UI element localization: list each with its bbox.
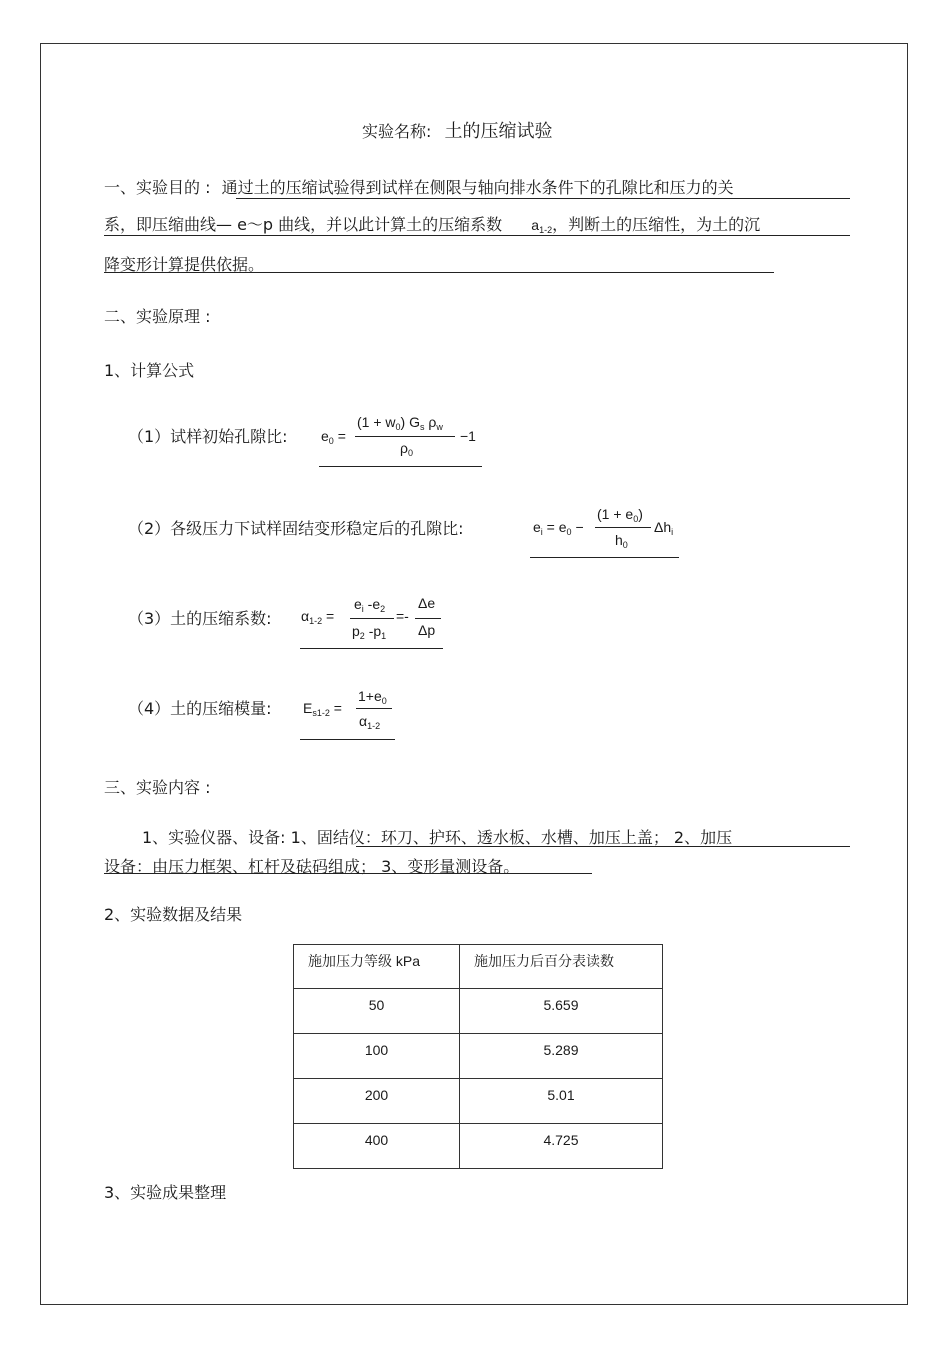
purpose-text-2b: ，判断土的压缩性，为土的沉 (552, 215, 761, 234)
formula-3-label: （3）土的压缩系数: (128, 609, 272, 628)
underline (236, 198, 850, 199)
table-row (294, 1034, 663, 1079)
table-header-row (294, 945, 663, 989)
coef-symbol: $a_{1-2}$ (531, 217, 553, 235)
formula-4-label: （4）土的压缩模量: (128, 699, 272, 718)
formula-1-lhs: $e_0$ = (321, 428, 346, 446)
fraction-bar (350, 618, 394, 619)
equipment-line-2: 设备：由压力框架、杠杆及砝码组成； 3、变形量测设备。 (104, 857, 520, 876)
formula-3-numerator-2: Δe (418, 595, 436, 611)
fraction-bar (595, 527, 651, 528)
purpose-line-3: 降变形计算提供依据。 (104, 255, 265, 274)
table-cell: 4.725 (460, 1124, 663, 1169)
table-row (294, 1124, 663, 1169)
underline (530, 557, 679, 558)
table-row (294, 1079, 663, 1124)
formula-heading: 1、计算公式 (104, 361, 195, 380)
formula-3-lhs: $\alpha_{1-2}$ = (301, 608, 335, 626)
formula-3-mid: =- (396, 608, 409, 624)
underline (104, 873, 592, 874)
purpose-heading: 一、实验目的 : (104, 178, 211, 197)
table-cell: 100 (294, 1034, 460, 1079)
underline (104, 272, 774, 273)
purpose-text-1: 通过土的压缩试验得到试样在侧限与轴向排水条件下的孔隙比和压力的关 (221, 178, 734, 197)
purpose-line-1 (104, 175, 734, 198)
table-cell: 400 (294, 1124, 460, 1169)
data-heading: 2、实验数据及结果 (104, 905, 243, 924)
formula-4-denominator: $\alpha_{1-2}$ (359, 713, 381, 731)
data-table (293, 944, 663, 1169)
principle-heading: 二、实验原理 : (104, 307, 211, 326)
underline (104, 235, 850, 236)
formula-3-denominator-2: Δp (418, 622, 436, 638)
title-label: 实验名称: (362, 122, 432, 141)
purpose-line-2 (104, 212, 760, 235)
content-heading: 三、实验内容 : (104, 778, 211, 797)
experiment-title (362, 117, 553, 143)
underline (356, 846, 850, 847)
table-header: 施加压力后百分表读数 (460, 945, 663, 989)
equipment-line-1: 1、实验仪器、设备: 1、固结仪：环刀、护环、透水板、水槽、加压上盖； 2、加压 (142, 828, 733, 847)
fraction-bar (356, 708, 392, 709)
result-heading: 3、实验成果整理 (104, 1183, 227, 1202)
fraction-bar (355, 436, 455, 437)
underline (300, 648, 443, 649)
table-row (294, 989, 663, 1034)
formula-3-denominator: $p_2$ $-p_1$ (352, 623, 387, 641)
formula-1-numerator: $(1 + w_0)$ $G_s$ $\rho_w$ (357, 414, 443, 432)
formula-2-denominator: $h_0$ (615, 532, 628, 550)
table-cell: 50 (294, 989, 460, 1034)
formula-1-label: （1）试样初始孔隙比: (128, 427, 288, 446)
formula-2-label: （2）各级压力下试样固结变形稳定后的孔隙比: (128, 519, 464, 538)
formula-1-denominator: $\rho_0$ (400, 440, 413, 458)
table-cell: 5.659 (460, 989, 663, 1034)
table-header: 施加压力等级 kPa (294, 945, 460, 989)
underline (300, 739, 395, 740)
table-cell: 5.289 (460, 1034, 663, 1079)
fraction-bar (415, 618, 441, 619)
purpose-text-2a: 系，即压缩曲线— e～p 曲线，并以此计算土的压缩系数 (104, 215, 503, 234)
underline (319, 466, 482, 467)
formula-3-numerator: $e_i$ $-e_2$ (354, 596, 386, 614)
formula-4-numerator: $1+e_0$ (358, 688, 387, 706)
formula-2-lhs: $e_i = e_0$ − (533, 519, 584, 537)
table-cell: 5.01 (460, 1079, 663, 1124)
table-cell: 200 (294, 1079, 460, 1124)
title-name: 土的压缩试验 (444, 121, 553, 142)
formula-1-tail: −1 (460, 428, 476, 444)
formula-2-tail: $\Delta h_i$ (654, 519, 674, 537)
formula-4-lhs: $E_{s1-2}$ = (303, 700, 342, 718)
formula-2-numerator: $(1 + e_0)$ (597, 506, 643, 524)
